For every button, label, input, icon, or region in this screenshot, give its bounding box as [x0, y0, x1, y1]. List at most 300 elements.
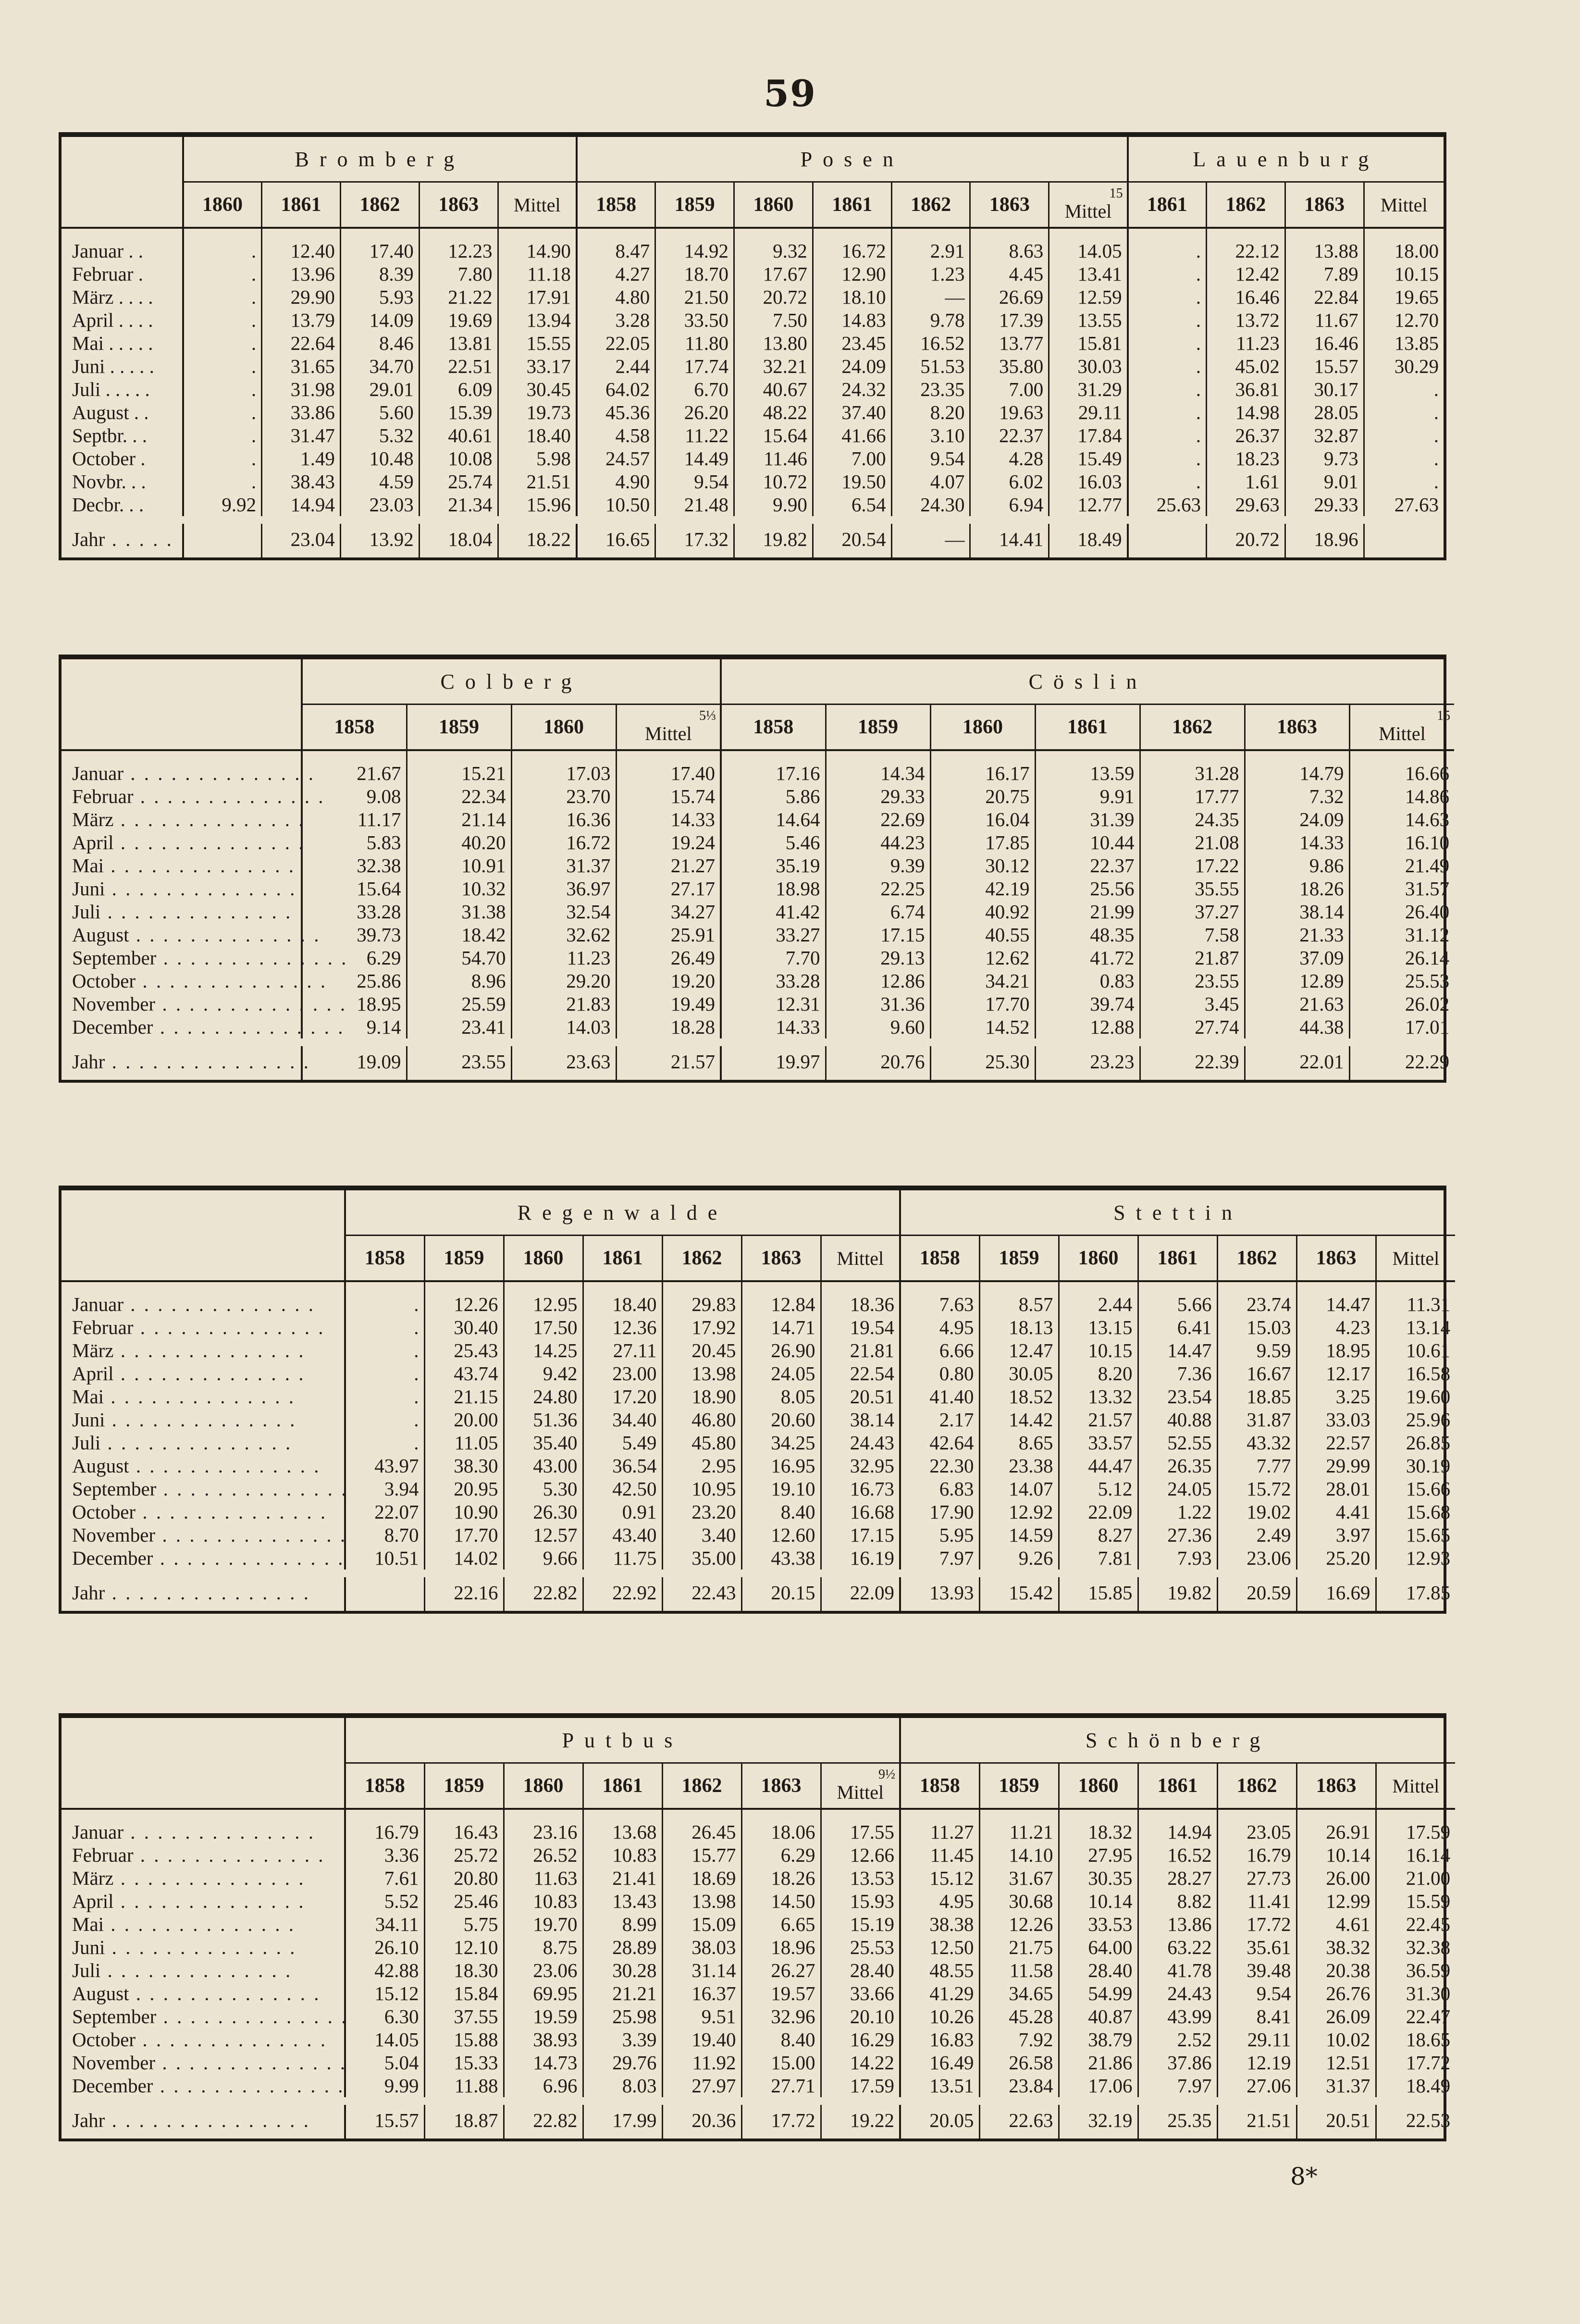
- table-cell: 24.05: [741, 1362, 821, 1385]
- table-cell: 8.20: [1059, 1362, 1138, 1385]
- table-row: [62, 1408, 1455, 1431]
- month-text: October: [72, 1501, 136, 1523]
- year-label: 1860: [1078, 1775, 1119, 1797]
- year-label: Mittel: [837, 1781, 884, 1803]
- table-cell: 12.42: [1206, 262, 1285, 285]
- table-cell: 6.41: [1138, 1316, 1217, 1339]
- month-label: [62, 1477, 348, 1500]
- table-cell: 16.43: [424, 1809, 504, 1843]
- table-cell: 11.18: [498, 262, 577, 285]
- table-cell: 23.16: [504, 1809, 583, 1843]
- table-cell: 17.22: [1140, 854, 1245, 877]
- year-total-label: [62, 1046, 310, 1080]
- table-cell: 19.10: [741, 1477, 821, 1500]
- year-header: [583, 1763, 662, 1809]
- table-cell: 8.20: [891, 401, 970, 424]
- year-total-cell: 15.85: [1059, 1577, 1138, 1611]
- table-row: [62, 1477, 1455, 1500]
- table-cell: 30.40: [424, 1316, 504, 1339]
- table-cell: 14.79: [1245, 750, 1349, 785]
- table-cell: 13.98: [662, 1362, 741, 1385]
- table-cell: 28.01: [1296, 1477, 1376, 1500]
- table-cell: 13.53: [821, 1867, 900, 1890]
- table-cell: 25.53: [821, 1936, 900, 1959]
- table-cell: 28.89: [583, 1936, 662, 1959]
- page-signature: 8*: [1290, 2163, 1318, 2190]
- year-total-cell: 23.04: [262, 524, 341, 557]
- table-cell: 64.02: [577, 378, 655, 401]
- year-header: [577, 182, 655, 228]
- year-label: Mittel: [1380, 194, 1428, 216]
- year-label: 1861: [1067, 716, 1108, 738]
- table-cell: 17.90: [900, 1500, 979, 1523]
- table-cell: 14.50: [741, 1890, 821, 1913]
- year-total-cell: 21.51: [1217, 2105, 1296, 2139]
- leader-dots: . . . . . . . . . . . . . .: [155, 993, 347, 1015]
- year-total-label: [62, 1577, 345, 1611]
- table-cell: 22.07: [345, 1500, 424, 1523]
- table-cell: 20.38: [1296, 1959, 1376, 1982]
- table-cell: .: [1128, 262, 1207, 285]
- table-cell: 13.14: [1376, 1316, 1455, 1339]
- leader-dots: . . . . . . . . . . . . . .: [100, 1432, 293, 1454]
- month-text: November: [72, 2052, 156, 2074]
- year-header: [662, 1763, 741, 1809]
- table-cell: 37.86: [1138, 2051, 1217, 2074]
- table-cell: 22.30: [900, 1454, 979, 1477]
- table-cell: 23.06: [1217, 1546, 1296, 1570]
- table-cell: 38.14: [1245, 900, 1349, 923]
- month-label: [62, 2051, 345, 2074]
- table-cell: 11.63: [504, 1867, 583, 1890]
- station-name: Colberg: [302, 659, 721, 705]
- table-cell: 27.06: [1217, 2074, 1296, 2097]
- table-cell: 28.40: [821, 1959, 900, 1982]
- table-cell: 21.34: [419, 493, 498, 516]
- leader-dots: . . . . . . . . . . . . . .: [123, 762, 316, 784]
- table-cell: 34.25: [741, 1431, 821, 1454]
- table-cell: 43.32: [1217, 1431, 1296, 1454]
- year-total-text: Jahr: [72, 1051, 105, 1073]
- year-header: [979, 1236, 1059, 1282]
- table-cell: 29.63: [1206, 493, 1285, 516]
- table-cell: 33.50: [655, 309, 734, 332]
- table-cell: 29.01: [340, 378, 419, 401]
- table-cell: 31.57: [1349, 877, 1454, 900]
- table-cell: 41.40: [900, 1385, 979, 1408]
- year-header: [1128, 182, 1207, 228]
- table-cell: 11.23: [1206, 332, 1285, 355]
- table-cell: 18.95: [302, 992, 407, 1015]
- month-label: [62, 1281, 345, 1316]
- year-total-cell: [345, 1577, 424, 1611]
- year-label: 1859: [444, 1247, 484, 1269]
- table-cell: 8.63: [970, 228, 1049, 262]
- year-label: Mittel: [1392, 1247, 1440, 1269]
- table-cell: 35.40: [504, 1431, 583, 1454]
- table-cell: 10.08: [419, 447, 498, 470]
- table-cell: 9.90: [734, 493, 813, 516]
- table-cell: 12.99: [1296, 1890, 1376, 1913]
- year-header: [1049, 182, 1128, 228]
- year-total-row: [62, 524, 1444, 557]
- table-cell: 21.48: [655, 493, 734, 516]
- table-cell: 21.27: [616, 854, 721, 877]
- table-cell: 29.20: [511, 969, 616, 992]
- table-cell: 9.08: [302, 785, 407, 808]
- table-cell: 11.80: [655, 332, 734, 355]
- leader-dots: . . . . . . . . . . . . . .: [129, 1982, 321, 2004]
- year-total-cell: 22.63: [979, 2105, 1059, 2139]
- table-cell: 17.67: [734, 262, 813, 285]
- year-header: [1138, 1236, 1217, 1282]
- year-label: Mittel: [1392, 1775, 1440, 1797]
- table-cell: 25.63: [1128, 493, 1207, 516]
- year-total-cell: 14.41: [970, 524, 1049, 557]
- month-label: [62, 285, 183, 309]
- table-row: [62, 1982, 1455, 2005]
- table-cell: 3.40: [662, 1523, 741, 1546]
- table-cell: 21.50: [655, 285, 734, 309]
- table-cell: 15.88: [424, 2028, 504, 2051]
- table-cell: 31.29: [1049, 378, 1128, 401]
- table-cell: 43.38: [741, 1546, 821, 1570]
- table-cell: 16.66: [1349, 750, 1454, 785]
- leader-dots: . . . . . . . . . . . . . .: [113, 1890, 306, 1912]
- table-cell: 20.72: [734, 285, 813, 309]
- table-cell: 2.52: [1138, 2028, 1217, 2051]
- table-cell: 10.83: [583, 1843, 662, 1867]
- table-cell: 31.67: [979, 1867, 1059, 1890]
- leader-dots: . . . . . . . . . . . . . .: [153, 1547, 345, 1569]
- table-cell: 18.70: [655, 262, 734, 285]
- table-cell: 7.63: [900, 1281, 979, 1316]
- leader-dots: . . . . . . . . . . . . . .: [129, 1455, 321, 1477]
- table-cell: 31.28: [1140, 750, 1245, 785]
- year-total-cell: 22.43: [662, 1577, 741, 1611]
- table-cell: 8.47: [577, 228, 655, 262]
- table-cell: 16.10: [1349, 831, 1454, 854]
- table-cell: 4.80: [577, 285, 655, 309]
- table-cell: 1.22: [1138, 1500, 1217, 1523]
- leader-dots: . . . . . . . . . . . . . .: [156, 2005, 348, 2027]
- table-cell: 19.02: [1217, 1500, 1296, 1523]
- table-cell: 2.17: [900, 1408, 979, 1431]
- year-header: [891, 182, 970, 228]
- table-cell: 24.09: [813, 355, 891, 378]
- table-cell: 14.05: [345, 2028, 424, 2051]
- month-text: August: [72, 1982, 129, 2004]
- table-cell: 17.39: [970, 309, 1049, 332]
- table-cell: 9.32: [734, 228, 813, 262]
- table-cell: 8.57: [979, 1281, 1059, 1316]
- table-cell: 35.00: [662, 1546, 741, 1570]
- table-cell: 26.45: [662, 1809, 741, 1843]
- year-total-cell: 17.99: [583, 2105, 662, 2139]
- table-cell: 15.39: [419, 401, 498, 424]
- table-cell: 15.55: [498, 332, 577, 355]
- table-cell: 43.99: [1138, 2005, 1217, 2028]
- mittel-years: 5⅓: [699, 708, 716, 723]
- month-text: April . . . .: [72, 309, 153, 331]
- year-total-cell: 22.92: [583, 1577, 662, 1611]
- table-cell: 19.60: [1376, 1385, 1455, 1408]
- table-cell: .: [183, 332, 262, 355]
- table-cell: 14.05: [1049, 228, 1128, 262]
- table-cell: 21.49: [1349, 854, 1454, 877]
- table-cell: 7.36: [1138, 1362, 1217, 1385]
- table-cell: 33.53: [1059, 1913, 1138, 1936]
- table-cell: 6.29: [302, 946, 407, 969]
- year-label: Mittel: [644, 722, 692, 744]
- table-cell: 35.19: [721, 854, 826, 877]
- table-cell: 31.65: [262, 355, 341, 378]
- table-row: [62, 1546, 1455, 1570]
- table-cell: 35.80: [970, 355, 1049, 378]
- month-label: [62, 900, 302, 923]
- table-row: [62, 1936, 1455, 1959]
- table-cell: 17.06: [1059, 2074, 1138, 2097]
- year-header: [734, 182, 813, 228]
- table-cell: 17.55: [821, 1809, 900, 1843]
- table-cell: .: [1364, 401, 1444, 424]
- month-text: März . . . .: [72, 286, 153, 308]
- table-row: [62, 785, 1454, 808]
- table-cell: 3.28: [577, 309, 655, 332]
- table-cell: 11.58: [979, 1959, 1059, 1982]
- table-cell: 21.75: [979, 1936, 1059, 1959]
- year-header: [511, 705, 616, 751]
- table-cell: 31.87: [1217, 1408, 1296, 1431]
- year-total-row: [62, 2105, 1455, 2139]
- table-cell: 12.51: [1296, 2051, 1376, 2074]
- table-cell: 43.00: [504, 1454, 583, 1477]
- table-cell: 25.59: [407, 992, 511, 1015]
- table-row: [62, 2005, 1455, 2028]
- table-cell: 27.71: [741, 2074, 821, 2097]
- table-cell: 32.95: [821, 1454, 900, 1477]
- table-cell: 43.74: [424, 1362, 504, 1385]
- table-cell: 11.88: [424, 2074, 504, 2097]
- table-cell: 7.93: [1138, 1546, 1217, 1570]
- table-cell: 23.74: [1217, 1281, 1296, 1316]
- table-cell: 16.29: [821, 2028, 900, 2051]
- table-cell: 13.68: [583, 1809, 662, 1843]
- table-cell: 30.12: [930, 854, 1035, 877]
- table-cell: 15.12: [345, 1982, 424, 2005]
- table-cell: 13.15: [1059, 1316, 1138, 1339]
- year-total-cell: 22.01: [1245, 1046, 1349, 1080]
- table-cell: 3.45: [1140, 992, 1245, 1015]
- table-cell: 9.14: [302, 1015, 407, 1038]
- table-cell: .: [183, 470, 262, 493]
- table-cell: .: [1128, 470, 1207, 493]
- table-cell: 16.95: [741, 1454, 821, 1477]
- table-cell: 13.59: [1035, 750, 1140, 785]
- table-cell: 26.52: [504, 1843, 583, 1867]
- table-cell: 21.21: [583, 1982, 662, 2005]
- table-cell: 1.49: [262, 447, 341, 470]
- table-cell: 18.49: [1376, 2074, 1455, 2097]
- year-total-cell: 15.42: [979, 1577, 1059, 1611]
- table-cell: 6.70: [655, 378, 734, 401]
- table-cell: 15.03: [1217, 1316, 1296, 1339]
- year-total-cell: [183, 524, 262, 557]
- table-cell: 40.92: [930, 900, 1035, 923]
- year-header: [1217, 1763, 1296, 1809]
- table-colberg-coeslin: [59, 655, 1451, 1083]
- table-cell: 17.84: [1049, 424, 1128, 447]
- table-cell: 15.74: [616, 785, 721, 808]
- table-cell: 31.14: [662, 1959, 741, 1982]
- table-cell: 7.00: [970, 378, 1049, 401]
- year-total-cell: 20.59: [1217, 1577, 1296, 1611]
- year-label: 1863: [1304, 194, 1345, 216]
- month-label: [62, 1431, 345, 1454]
- table-cell: 12.60: [741, 1523, 821, 1546]
- table-cell: 11.05: [424, 1431, 504, 1454]
- table-cell: 7.50: [734, 309, 813, 332]
- table-cell: 40.61: [419, 424, 498, 447]
- table-cell: 69.95: [504, 1982, 583, 2005]
- year-header: [419, 182, 498, 228]
- table-cell: .: [183, 309, 262, 332]
- table-cell: 6.74: [826, 900, 930, 923]
- table-cell: 12.19: [1217, 2051, 1296, 2074]
- table-cell: 8.65: [979, 1431, 1059, 1454]
- year-total-cell: 20.05: [900, 2105, 979, 2139]
- table-row: [62, 2028, 1455, 2051]
- table-cell: 36.97: [511, 877, 616, 900]
- table-cell: 7.97: [1138, 2074, 1217, 2097]
- table-cell: 9.54: [655, 470, 734, 493]
- table-cell: 18.30: [424, 1959, 504, 1982]
- year-label: 1859: [444, 1775, 484, 1797]
- table-cell: 12.77: [1049, 493, 1128, 516]
- table-cell: .: [1364, 378, 1444, 401]
- table-cell: 4.95: [900, 1890, 979, 1913]
- table-cell: 26.30: [504, 1500, 583, 1523]
- table-cell: 24.80: [504, 1385, 583, 1408]
- month-label: [62, 355, 183, 378]
- table-cell: 20.10: [821, 2005, 900, 2028]
- table-cell: 13.81: [419, 332, 498, 355]
- year-label: 1863: [1277, 716, 1318, 738]
- table-cell: 14.83: [813, 309, 891, 332]
- table-cell: 29.99: [1296, 1454, 1376, 1477]
- year-total-cell: 21.57: [616, 1046, 721, 1080]
- year-total-cell: 16.65: [577, 524, 655, 557]
- table-cell: 31.30: [1376, 1982, 1455, 2005]
- leader-dots: . . . . . . . . . . . . . . .: [105, 1582, 310, 1604]
- table-cell: 10.95: [662, 1477, 741, 1500]
- year-label: Mittel: [513, 194, 561, 216]
- table-cell: 21.99: [1035, 900, 1140, 923]
- table-cell: 38.03: [662, 1936, 741, 1959]
- table-cell: 35.55: [1140, 877, 1245, 900]
- table-cell: 17.85: [930, 831, 1035, 854]
- table-cell: 18.36: [821, 1281, 900, 1316]
- month-text: Mai: [72, 854, 104, 877]
- table-cell: 24.43: [821, 1431, 900, 1454]
- year-label: 1858: [919, 1775, 960, 1797]
- table-cell: 54.99: [1059, 1982, 1138, 2005]
- table-row: [62, 1431, 1455, 1454]
- page-number: 59: [764, 72, 816, 115]
- year-header: [1376, 1236, 1455, 1282]
- month-text: März: [72, 1867, 114, 1889]
- month-label: [62, 1809, 345, 1843]
- month-label: [62, 923, 321, 946]
- table-cell: 25.96: [1376, 1408, 1455, 1431]
- mittel-years: 15: [1109, 185, 1123, 201]
- year-label: 1862: [911, 194, 951, 216]
- table-row: [62, 1500, 1455, 1523]
- table-cell: 12.70: [1364, 309, 1444, 332]
- table-cell: 26.02: [1349, 992, 1454, 1015]
- table-cell: 8.70: [345, 1523, 424, 1546]
- month-label: [62, 1385, 345, 1408]
- table-cell: 25.56: [1035, 877, 1140, 900]
- table-cell: 14.10: [979, 1843, 1059, 1867]
- month-label: [62, 992, 347, 1015]
- table-cell: 25.20: [1296, 1546, 1376, 1570]
- leader-dots: . . . . . . . . . . . . . . .: [105, 1051, 310, 1073]
- month-text: October: [72, 2028, 136, 2051]
- table-cell: 18.06: [741, 1809, 821, 1843]
- table-cell: 33.57: [1059, 1431, 1138, 1454]
- table-cell: 22.25: [826, 877, 930, 900]
- table-row: [62, 332, 1444, 355]
- year-header: [979, 1763, 1059, 1809]
- table-cell: 16.52: [1138, 1843, 1217, 1867]
- month-text: October .: [72, 447, 146, 470]
- table-cell: 7.80: [419, 262, 498, 285]
- table-row: [62, 854, 1454, 877]
- year-total-cell: 25.30: [930, 1046, 1035, 1080]
- month-text: Juni: [72, 1936, 105, 1958]
- table-cell: 19.59: [504, 2005, 583, 2028]
- month-text: November: [72, 993, 156, 1015]
- table-cell: 23.54: [1138, 1385, 1217, 1408]
- table-cell: 12.88: [1035, 1015, 1140, 1038]
- table-cell: 33.27: [721, 923, 826, 946]
- table-row: [62, 1843, 1455, 1867]
- table-cell: 15.66: [1376, 1477, 1455, 1500]
- year-total-cell: 22.82: [504, 2105, 583, 2139]
- table-cell: 0.80: [900, 1362, 979, 1385]
- table-cell: 19.49: [616, 992, 721, 1015]
- year-label: 1861: [281, 194, 321, 216]
- table-cell: 45.80: [662, 1431, 741, 1454]
- table-cell: 17.03: [511, 750, 616, 785]
- table-cell: 6.83: [900, 1477, 979, 1500]
- month-label: [62, 1339, 345, 1362]
- table-cell: 38.43: [262, 470, 341, 493]
- table-cell: .: [1364, 424, 1444, 447]
- table-cell: 54.70: [407, 946, 511, 969]
- table-cell: 29.13: [826, 946, 930, 969]
- table-cell: 14.47: [1138, 1339, 1217, 1362]
- table-cell: .: [1128, 285, 1207, 309]
- year-header: [741, 1763, 821, 1809]
- table-cell: 15.12: [900, 1867, 979, 1890]
- table-cell: 27.17: [616, 877, 721, 900]
- table-cell: 36.59: [1376, 1959, 1455, 1982]
- table-cell: 23.00: [583, 1362, 662, 1385]
- year-header: [1140, 705, 1245, 751]
- table-row: [62, 309, 1444, 332]
